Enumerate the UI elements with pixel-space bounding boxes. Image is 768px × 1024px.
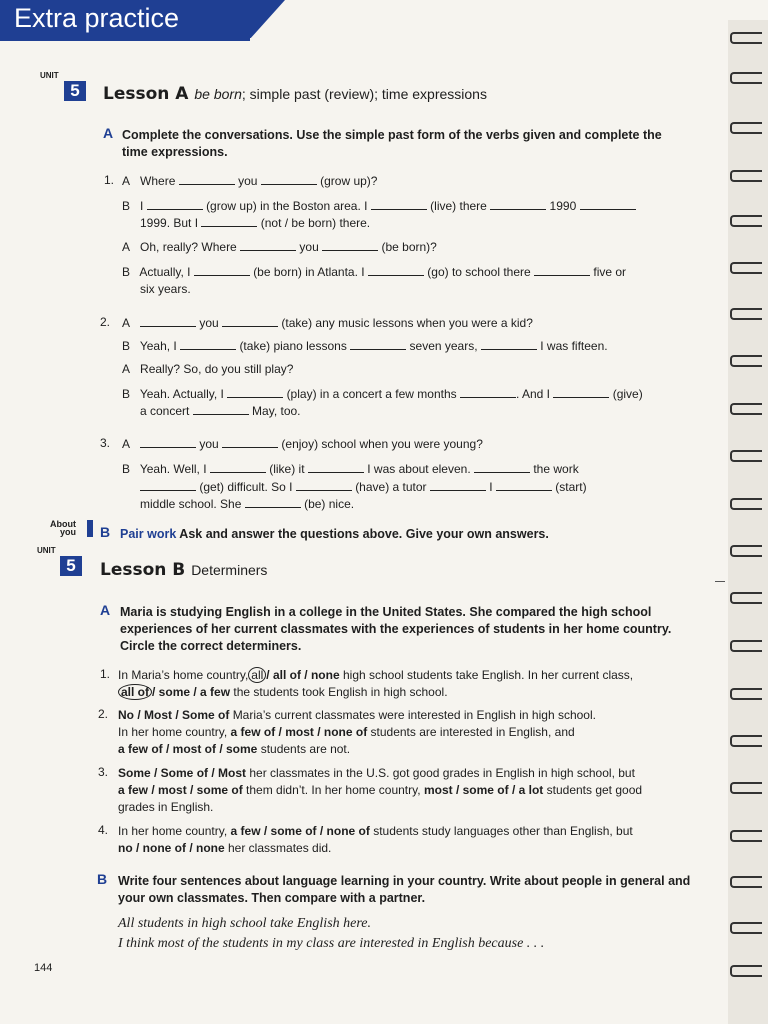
blank[interactable] [261,173,317,185]
part-a-letter: A [100,602,111,618]
blank[interactable] [553,386,609,398]
about-you-bar [87,520,93,537]
example-sentence: I think most of the students in my class are interested in English because . . . [118,936,545,951]
blank[interactable] [496,479,552,491]
conversation-line: A you (enjoy) school when you were young? [122,437,483,451]
blank[interactable] [368,264,424,276]
conversation-line: B I (grow up) in the Boston area. I (live) there 1990 [122,198,636,214]
blank[interactable] [460,386,516,398]
binding-ring [730,922,762,934]
conversation-line: (get) difficult. So I (have) a tutor I (start) [140,479,587,495]
item-line: In Maria’s home country, all / all of / none high school students take English. In her current class, [118,668,634,682]
unit-label: UNIT [37,546,56,555]
lesson-a-title [103,84,487,104]
conversation-line: six years. [140,282,191,296]
binding-ring [730,545,762,557]
blank[interactable] [245,496,301,508]
example-sentence: All students in high school take English here. [118,916,372,931]
blank[interactable] [227,386,283,398]
unit-number-badge: 5 [64,81,86,101]
item-line: a few / most / some of them didn’t. In her home country, most / some of / a lot students get good [118,783,643,797]
binding-ring [730,32,762,44]
binding-ring [730,403,762,415]
blank[interactable] [201,215,257,227]
blank[interactable] [222,315,278,327]
blank[interactable] [481,338,537,350]
part-b-instruction: Pair work Ask and answer the questions above. Give your own answers. [120,527,549,541]
blank[interactable] [222,436,278,448]
lesson-a-subtitle: ; simple past (review); time expressions [241,86,487,102]
unit-label: UNIT [40,71,59,80]
item-number: 4. [98,823,109,837]
conversation-number: 3. [100,436,111,450]
part-a-instruction: Complete the conversations. Use the simple past form of the verbs given and complete the time expressions. [122,128,662,159]
part-a-letter: A [103,125,114,141]
binding-ring [730,308,762,320]
lesson-a-name: Lesson A [103,84,189,104]
binding-ring [730,122,762,134]
binding-ring [730,72,762,84]
item-number: 3. [98,765,109,779]
binding-ring [730,735,762,747]
conversation-line: A Oh, really? Where you (be born)? [122,240,437,254]
conversation-line: 1999. But I (not / be born) there. [140,216,371,230]
part-b-letter: B [100,524,111,540]
item-line: grades in English. [118,800,214,814]
page-number: 144 [34,962,53,974]
binding-ring [730,592,762,604]
page-title: Extra practice [14,3,180,33]
item-line: no / none of / none her classmates did. [118,841,332,855]
item-number: 1. [100,667,111,681]
circled-answer[interactable]: all [248,667,266,683]
header-underline [0,38,250,41]
blank[interactable] [140,436,196,448]
binding-ring [730,965,762,977]
lesson-b-part-b-instruction: Write four sentences about language learning in your country. Write about people in general and your own classmates. Then compare with a partner. [118,874,691,905]
blank[interactable] [193,403,249,415]
conversation-line: A Really? So, do you still play? [122,362,294,376]
binding-ring [730,498,762,510]
binding-ring [730,876,762,888]
circled-answer[interactable]: all of [118,684,152,700]
unit-number-badge: 5 [60,556,82,576]
blank[interactable] [179,173,235,185]
blank[interactable] [296,479,352,491]
blank[interactable] [474,461,530,473]
binding-ring [730,170,762,182]
conversation-number: 2. [100,315,111,329]
item-number: 2. [98,707,109,721]
blank[interactable] [210,461,266,473]
binding-ring [730,688,762,700]
blank[interactable] [140,315,196,327]
about-you-label: About you [50,519,76,537]
item-line: In her home country, a few / some of / none of students study languages other than English, but [118,824,633,838]
item-line: a few of / most of / some students are not. [118,742,351,756]
conversation-line: B Actually, I (be born) in Atlanta. I (go) to school there five or [122,265,627,279]
blank[interactable] [430,479,486,491]
binding-ring [730,640,762,652]
item-line: In her home country, a few of / most / none of students are interested in English, and [118,725,575,739]
binding-ring [730,830,762,842]
blank[interactable] [490,198,546,210]
conversation-line: middle school. She (be) nice. [140,497,355,511]
conversation-line: a concert May, too. [140,404,301,418]
conversation-line: B Yeah. Actually, I (play) in a concert a few months . And I (give) [122,387,643,401]
conversation-line: B Yeah. Well, I (like) it I was about eleven. the work [122,462,579,476]
binding-ring [730,215,762,227]
conversation-number: 1. [104,173,115,187]
lesson-a-subtitle-italic: be born [194,86,242,102]
lesson-b-title: Lesson B Determiners [100,560,268,580]
blank[interactable] [147,198,203,210]
blank[interactable] [371,198,427,210]
item-line: No / Most / Some of Maria’s current classmates were interested in English in high school. [118,708,596,722]
lesson-b-instruction: Maria is studying English in a college in the United States. She compared the high school experiences of her current classmates with the experiences of students in her home country. Circle the correct determiners. [120,605,672,653]
item-line: Some / Some of / Most her classmates in the U.S. got good grades in English in high school, but [118,766,635,780]
blank[interactable] [580,198,636,210]
blank[interactable] [534,264,590,276]
blank[interactable] [140,479,196,491]
item-line: all of / some / a few the students took English in high school. [118,684,448,700]
blank[interactable] [194,264,250,276]
blank[interactable] [308,461,364,473]
conversation-line: A you (take) any music lessons when you were a kid? [122,316,533,330]
blank[interactable] [322,239,378,251]
binding-ring [730,450,762,462]
conversation-line: B Yeah, I (take) piano lessons seven years, I was fifteen. [122,339,608,353]
blank[interactable] [350,338,406,350]
binding-ring [730,262,762,274]
margin-mark [715,581,725,582]
conversation-line: A Where you (grow up)? [122,174,378,188]
blank[interactable] [180,338,236,350]
part-b-letter: B [97,871,108,887]
blank[interactable] [240,239,296,251]
binding-ring [730,782,762,794]
binding-ring [730,355,762,367]
